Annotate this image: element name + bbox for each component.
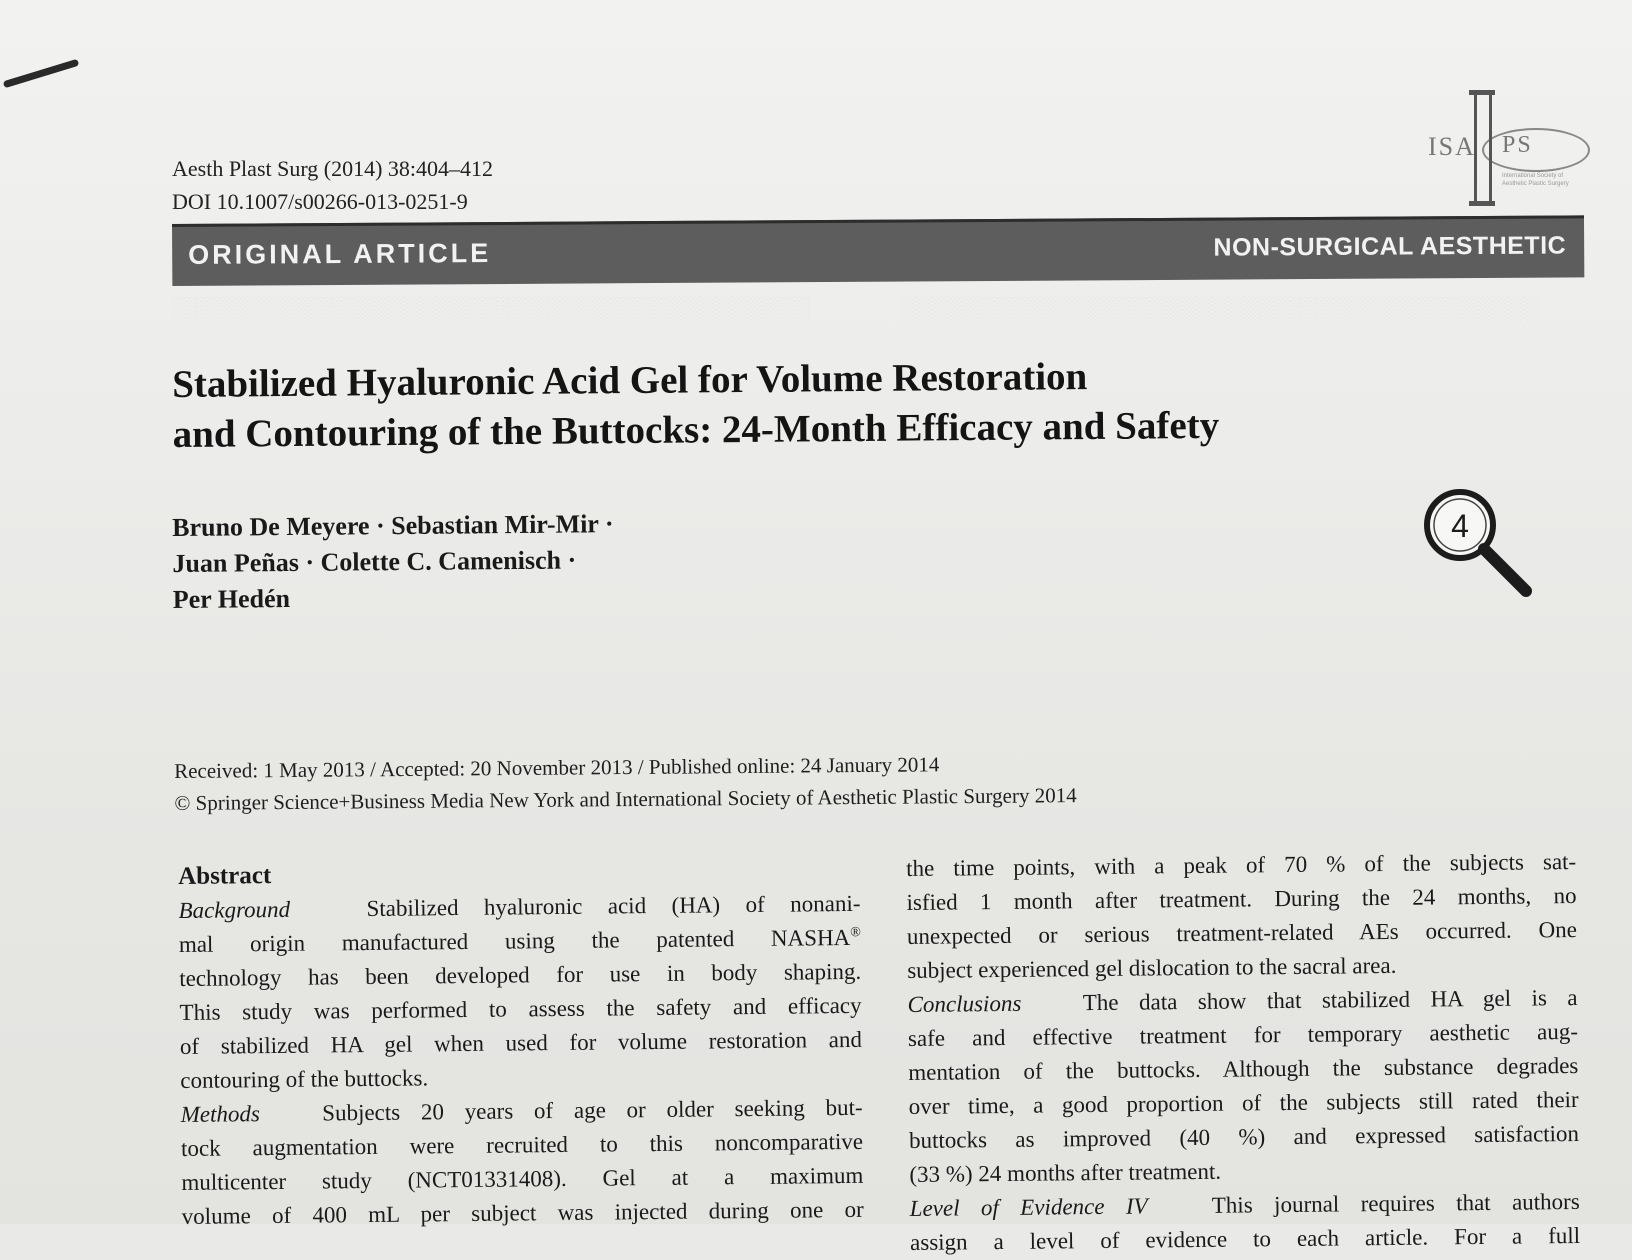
conclusions-text: The data show that stabilized HA gel is a <box>1082 984 1578 1016</box>
article-category-label: NON-SURGICAL AESTHETIC <box>1213 231 1567 262</box>
publication-history: Received: 1 May 2013 / Accepted: 20 November 2013 / Published online: 24 January 2014 <box>174 752 940 783</box>
text-line: the time points, with a peak of 70 % of the subjects sat- <box>906 848 1577 881</box>
author-line: Per Hedén <box>172 583 291 614</box>
article-title <box>172 351 1219 460</box>
article-dates <box>174 747 1077 819</box>
pen-mark <box>3 59 80 88</box>
logo-isa-text: ISA <box>1428 132 1476 161</box>
article-type-bar <box>172 215 1584 286</box>
registered-mark: ® <box>850 925 861 941</box>
journal-info <box>172 152 493 218</box>
show-through: ░░░░░░░░░░░░░░░░░░░░░░░░░░░░░░░░░░░░░░░░░ <box>900 295 1540 320</box>
magnifier-icon <box>1420 485 1540 605</box>
logo-small-text: International Society of Aesthetic Plastic Surgery <box>1502 173 1569 187</box>
text-line: of stabilized HA gel when used for volume restoration and <box>179 1026 863 1059</box>
background-label: Background <box>178 896 291 923</box>
abstract-heading: Abstract <box>178 862 272 890</box>
author-list <box>172 506 614 618</box>
isaps-logo <box>1430 92 1590 210</box>
text-line: over time, a good proportion of the subjects still rated their <box>908 1086 1579 1119</box>
text-line: This study was performed to assess the safety and efficacy <box>179 992 862 1025</box>
level-of-evidence-label: Level of Evidence IV <box>909 1193 1148 1221</box>
text-line: mal origin manufactured using the patented NASHA® <box>178 924 861 957</box>
text-line: subject experienced gel dislocation to the sacral area. <box>907 952 1397 983</box>
article-type-label: ORIGINAL ARTICLE <box>188 238 492 270</box>
abstract-left-column <box>178 853 864 1234</box>
logo-ps-text: PS <box>1502 132 1533 158</box>
logo-ring <box>1482 128 1590 172</box>
text-line: contouring of the buttocks. <box>180 1065 429 1093</box>
text-line: volume of 400 mL per subject was injected during one or <box>181 1196 864 1229</box>
text-line: technology has been developed for use in body shaping. <box>179 958 862 991</box>
text-line: safe and effective treatment for temporary aesthetic aug- <box>907 1018 1579 1051</box>
show-through: ░░░░░░░░░░░░░░░░░░░░░░░░░░░░░░░░░░░░░░░░░ <box>170 295 810 320</box>
badge-number: 4 <box>1451 508 1469 544</box>
abstract-right-column <box>906 845 1580 1260</box>
author-line: Bruno De Meyere · Sebastian Mir-Mir · <box>172 509 614 542</box>
text-line: isfied 1 month after treatment. During the 24 months, no <box>906 882 1577 915</box>
logo-pillar-icon <box>1474 92 1492 204</box>
text-line: unexpected or serious treatment-related AEs occurred. One <box>906 916 1577 949</box>
title-line: Stabilized Hyaluronic Acid Gel for Volume Restoration <box>172 355 1088 406</box>
methods-text: Subjects 20 years of age or older seeking but- <box>322 1094 863 1126</box>
text-line: multicenter study (NCT01331408). Gel at a maximum <box>181 1162 864 1195</box>
conclusions-label: Conclusions <box>907 990 1022 1017</box>
text-line: (33 %) 24 months after treatment. <box>909 1158 1222 1187</box>
journal-doi: DOI 10.1007/s00266-013-0251-9 <box>172 189 468 214</box>
level-of-evidence-text: This journal requires that authors <box>1211 1188 1580 1218</box>
text-line: assign a level of evidence to each article. For a full <box>909 1222 1581 1255</box>
text-line: tock augmentation were recruited to this noncomparative <box>180 1128 864 1161</box>
author-line: Juan Peñas · Colette C. Camenisch · <box>172 545 577 578</box>
background-text: Stabilized hyaluronic acid (HA) of nonani- <box>366 890 861 922</box>
text-line: mentation of the buttocks. Although the substance degrades <box>908 1052 1579 1085</box>
text-line: buttocks as improved (40 %) and expressed satisfaction <box>908 1120 1580 1153</box>
methods-label: Methods <box>180 1101 261 1127</box>
journal-citation: Aesth Plast Surg (2014) 38:404–412 <box>172 156 494 181</box>
title-line: and Contouring of the Buttocks: 24-Month Efficacy and Safety <box>172 403 1220 456</box>
copyright-line: © Springer Science+Business Media New York and International Society of Aesthetic Plastic Surgery 2014 <box>174 783 1077 815</box>
